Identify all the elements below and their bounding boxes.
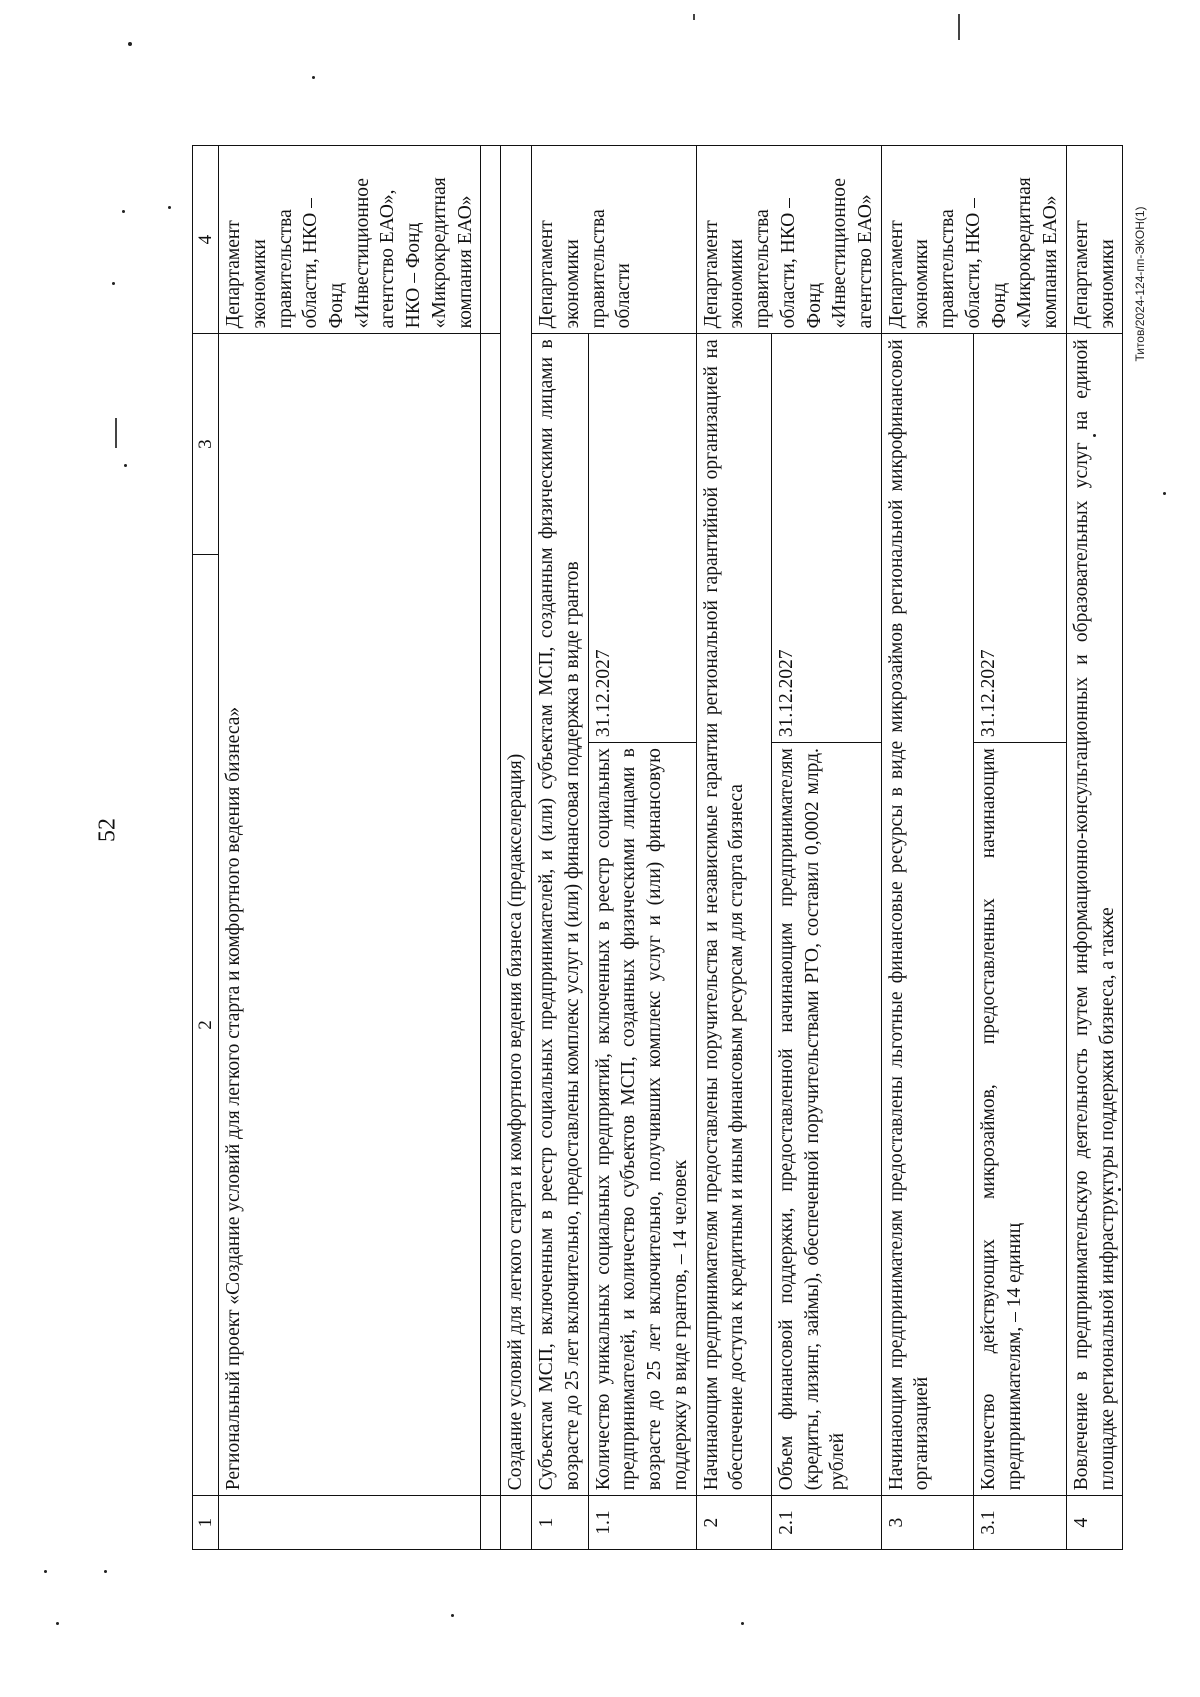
table-cell	[481, 1496, 501, 1550]
scan-speck	[44, 1570, 47, 1573]
responsible-cell: Департамент экономики правительства области, НКО – Фонд «Микрокредитная компания ЕАО»	[881, 146, 1066, 334]
section-title: Создание условий для легкого старта и комфортного ведения бизнеса (предакселерация)	[501, 146, 532, 1496]
table-cell	[219, 1496, 481, 1550]
column-header: 1	[193, 1496, 219, 1550]
table-row	[771, 146, 881, 1550]
scan-speck	[112, 282, 115, 285]
row-text: Вовлечение в предпринимательскую деятельность путем информационно-консультационных и образовательных услуг на единой площадке региональной инфраструктуры поддержки бизнеса, а также	[1066, 334, 1122, 1496]
row-number: 3.1	[974, 1496, 1067, 1550]
table-row	[974, 146, 1067, 1550]
table-cell	[481, 146, 501, 334]
row-number: 4	[1066, 1496, 1122, 1550]
row-text: Объем финансовой поддержки, предоставленной начинающим предпринимателям (кредиты, лизинг, займы), обеспеченной поручительствами РГО, составил 0,0002 млрд. рублей	[771, 743, 881, 1496]
section-row	[501, 146, 532, 1550]
table-row	[881, 146, 974, 1550]
scan-speck	[741, 1622, 744, 1625]
scan-speck	[451, 1614, 454, 1617]
scan-mark	[958, 14, 960, 40]
responsible-cell: Департамент экономики правительства области, НКО – Фонд «Инвестиционное агентство ЕАО», НКО – Фонд «Микрокредитная компания ЕАО»	[219, 146, 481, 334]
scan-speck	[168, 206, 171, 209]
scan-mark	[693, 14, 695, 20]
row-number: 2	[696, 1496, 771, 1550]
column-header: 2	[193, 554, 219, 1495]
plan-table	[192, 145, 1123, 1550]
rotated-table-container	[192, 145, 1118, 1550]
spacer-row	[481, 146, 501, 1550]
row-text: Начинающим предпринимателям предоставлены поручительства и независимые гарантии региональной гарантийной организацией на обеспечение доступа к кредитным и иным финансовым ресурсам для старта бизнеса	[696, 334, 771, 1496]
row-number: 2.1	[771, 1496, 881, 1550]
deadline-cell: 31.12.2027	[771, 334, 881, 743]
scan-mark	[115, 418, 117, 448]
table-row	[696, 146, 771, 1550]
scan-speck	[1118, 1188, 1121, 1191]
row-text: Количество действующих микрозаймов, предоставленных начинающим предпринимателям, – 14 единиц	[974, 743, 1067, 1496]
scan-speck	[128, 42, 132, 46]
column-header: 3	[193, 334, 219, 555]
table-header-row	[193, 146, 219, 1550]
scan-speck	[312, 76, 315, 79]
responsible-cell: Департамент экономики	[1066, 146, 1122, 334]
row-number: 1.1	[588, 1496, 696, 1550]
deadline-cell: 31.12.2027	[974, 334, 1067, 743]
row-text: Количество уникальных социальных предприятий, включенных в реестр социальных предпринимателей, и количество субъектов МСП, созданных физическими лицами в возрасте до 25 лет включительно, получивших комплекс услуг и (или) финансовую поддержку в виде грантов, – 14 человек	[588, 743, 696, 1496]
row-text: Начинающим предпринимателям предоставлены льготные финансовые ресурсы в виде микрозаймов региональной микрофинансовой организацией	[881, 334, 974, 1496]
scan-speck	[1163, 492, 1166, 495]
project-name: Региональный проект «Создание условий для легкого старта и комфортного ведения бизнеса»	[219, 334, 481, 1496]
scan-speck	[56, 1622, 59, 1625]
responsible-cell: Департамент экономики правительства области	[532, 146, 696, 334]
row-text: Субъектам МСП, включенным в реестр социальных предпринимателей, и (или) субъектам МСП, созданным физическими лицами в возрасте до 25 лет включительно, предоставлены комплекс услуг и (или) финансовая поддержка в виде грантов	[532, 334, 588, 1496]
responsible-cell: Департамент экономики правительства области, НКО – Фонд «Инвестиционное агентство ЕАО»	[696, 146, 881, 334]
scan-speck	[124, 464, 127, 467]
table-row	[1066, 146, 1122, 1550]
table-row	[588, 146, 696, 1550]
table-cell	[481, 334, 501, 1496]
document-code: Титов/2024-124-пп-ЭКОН(1)	[1133, 206, 1147, 362]
scan-speck	[104, 1570, 107, 1573]
deadline-cell: 31.12.2027	[588, 334, 696, 743]
project-row	[219, 146, 481, 1550]
column-header: 4	[193, 146, 219, 334]
scan-speck	[122, 210, 125, 213]
scan-speck	[1093, 434, 1096, 437]
table-row	[532, 146, 588, 1550]
page-number: 52	[94, 818, 121, 842]
table-cell	[501, 1496, 532, 1550]
row-number: 1	[532, 1496, 588, 1550]
row-number: 3	[881, 1496, 974, 1550]
